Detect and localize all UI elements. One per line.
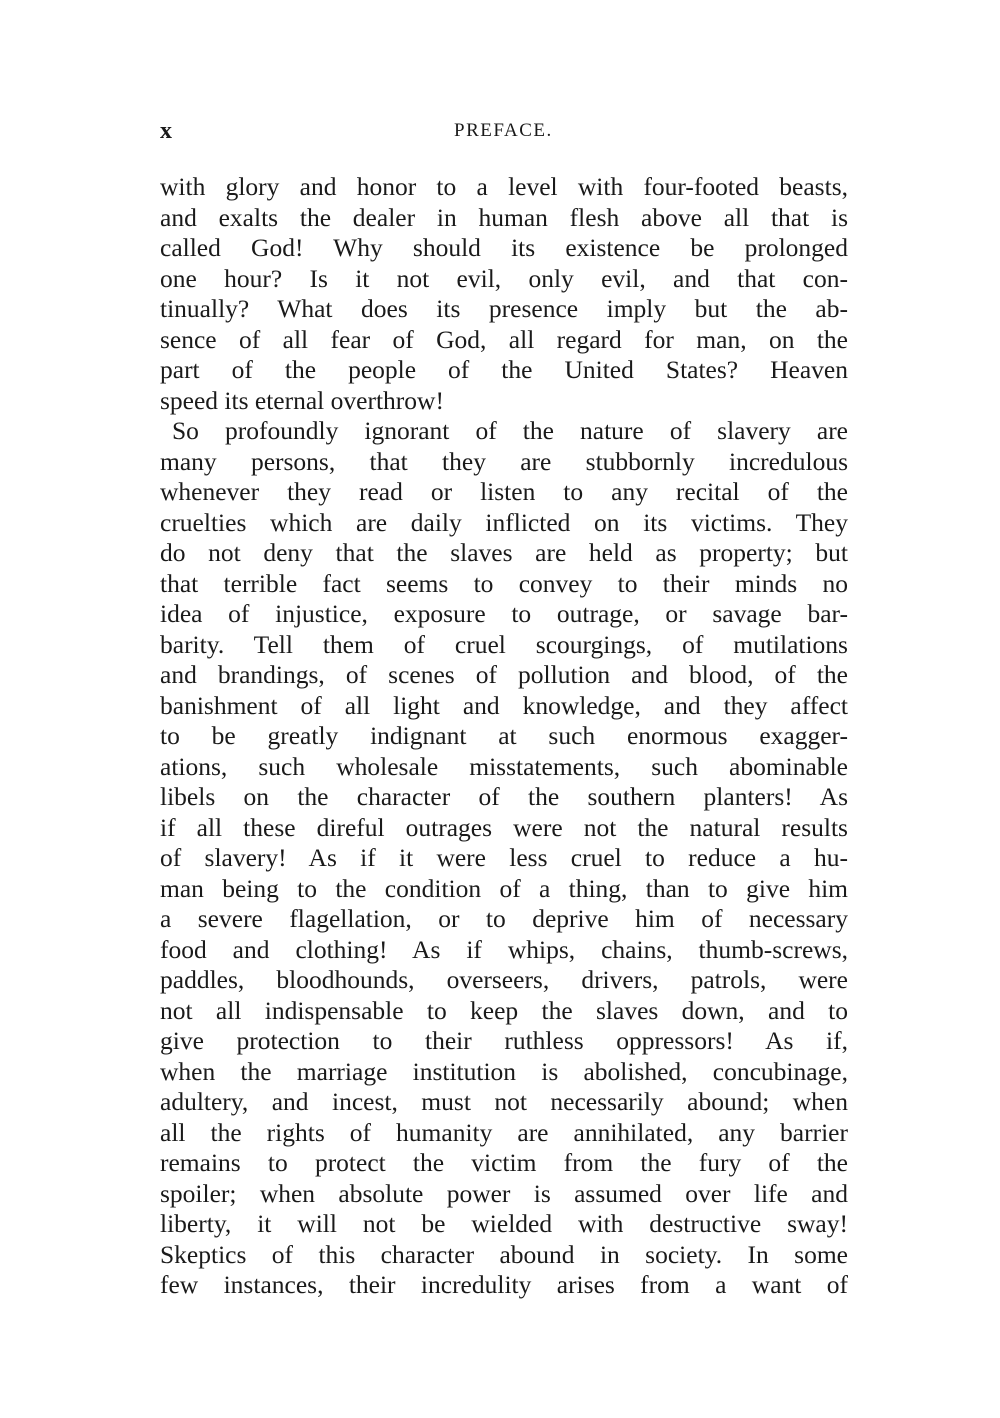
text-line: few instances, their incredulity arises from a want of — [160, 1270, 848, 1299]
text-line: cruelties which are daily inflicted on its victims. They — [160, 507, 848, 537]
text-line: part of the people of the United States? Heaven — [160, 355, 848, 384]
text-line: Skeptics of this character abound in society. In some — [160, 1239, 848, 1269]
text-line: sence of all fear of God, all regard for man, on the — [160, 324, 848, 354]
text-line: do not deny that the slaves are held as property; but — [160, 538, 848, 567]
text-line: not all indispensable to keep the slaves down, and to — [160, 995, 848, 1025]
text-line: So profoundly ignorant of the nature of slavery are — [172, 416, 848, 445]
text-line: many persons, that they are stubbornly incredulous — [160, 446, 848, 476]
text-line: when the marriage institution is abolished, concubinage, — [160, 1056, 848, 1086]
text-line: if all these direful outrages were not the natural results — [160, 812, 848, 842]
text-line: spoiler; when absolute power is assumed over life and — [160, 1178, 848, 1208]
text-line: and exalts the dealer in human flesh above all that is — [160, 202, 848, 232]
text-line: called God! Why should its existence be prolonged — [160, 233, 848, 262]
text-line: give protection to their ruthless oppressors! As if, — [160, 1026, 848, 1055]
text-line: of slavery! As if it were less cruel to reduce a hu- — [160, 843, 848, 872]
text-line: to be greatly indignant at such enormous exagger- — [160, 721, 848, 750]
paragraph-1 — [160, 172, 848, 416]
text-line: liberty, it will not be wielded with destructive sway! — [160, 1209, 848, 1238]
running-head: PREFACE. — [454, 120, 553, 141]
text-line: idea of injustice, exposure to outrage, or savage bar- — [160, 599, 848, 628]
paragraph-2 — [160, 416, 848, 1301]
text-line: with glory and honor to a level with four-footed beasts, — [160, 172, 848, 201]
text-line: barity. Tell them of cruel scourgings, of mutilations — [160, 629, 848, 659]
body-text — [160, 172, 848, 1301]
page-number: x — [160, 118, 173, 144]
text-line: speed its eternal overthrow! — [160, 385, 444, 415]
text-line: adultery, and incest, must not necessarily abound; when — [160, 1087, 848, 1116]
text-line: that terrible fact seems to convey to their minds no — [160, 568, 848, 598]
text-line: banishment of all light and knowledge, and they affect — [160, 690, 848, 720]
text-line: and brandings, of scenes of pollution and blood, of the — [160, 660, 848, 689]
text-line: tinually? What does its presence imply but the ab- — [160, 294, 848, 323]
page-header — [160, 118, 848, 148]
text-line: one hour? Is it not evil, only evil, and that con- — [160, 263, 848, 293]
text-line: man being to the condition of a thing, than to give him — [160, 873, 848, 903]
text-line: paddles, bloodhounds, overseers, drivers, patrols, were — [160, 965, 848, 994]
text-line: a severe flagellation, or to deprive him of necessary — [160, 904, 848, 933]
text-line: libels on the character of the southern planters! As — [160, 782, 848, 811]
text-line: ations, such wholesale misstatements, such abominable — [160, 751, 848, 781]
text-line: whenever they read or listen to any recital of the — [160, 477, 848, 506]
text-line: remains to protect the victim from the fury of the — [160, 1148, 848, 1177]
text-line: food and clothing! As if whips, chains, thumb-screws, — [160, 934, 848, 964]
text-line: all the rights of humanity are annihilated, any barrier — [160, 1117, 848, 1147]
